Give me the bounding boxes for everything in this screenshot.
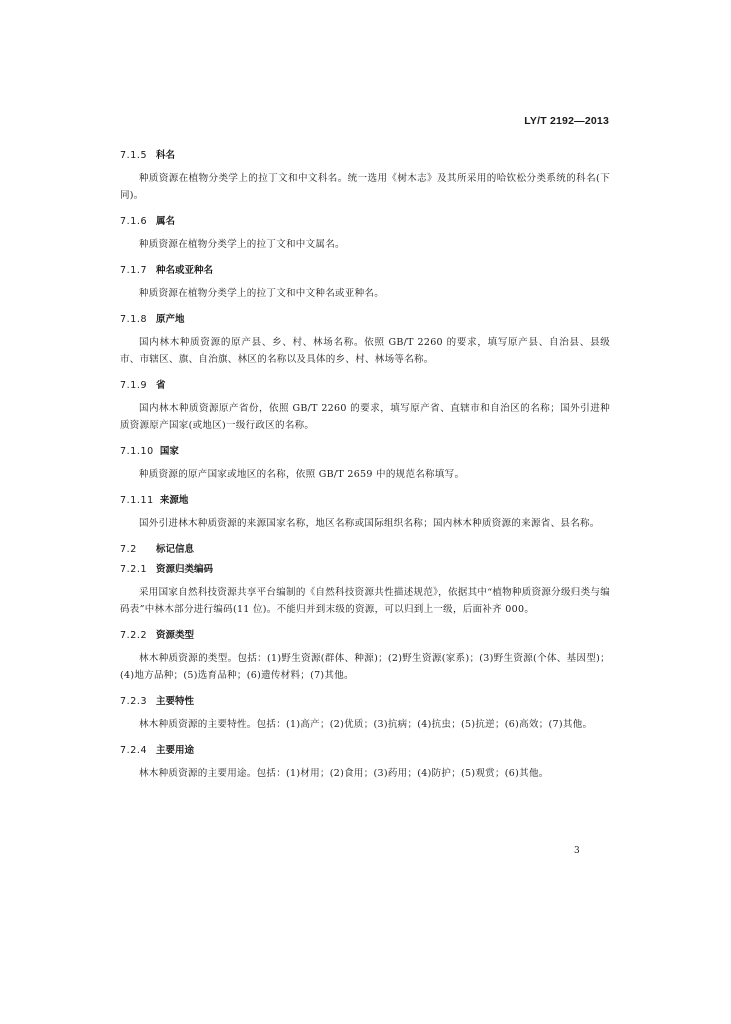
section-number: 7.1.7 [120,265,148,276]
section-paragraph: 国内林木种质资源原产省份，依照 GB/T 2260 的要求，填写原产省、直辖市和自治区的名称；国外引进种质资源原产国家(或地区)一级行政区的名称。 [120,403,610,431]
section-heading [120,442,610,462]
section-number: 7.2.4 [120,745,148,756]
section-number: 7.1.10 [120,446,154,457]
section-heading [120,310,610,330]
section-heading [120,261,610,281]
section-title: 资源归类编码 [156,564,214,575]
section-number: 7.2 [120,544,137,555]
page-number: 3 [574,846,580,856]
section-title: 主要特性 [156,696,195,707]
section-paragraph: 国内林木种质资源的原产县、乡、村、林场名称。依照 GB/T 2260 的要求，填写原产县、自治县、县级市、市辖区、旗、自治旗、林区的名称以及具体的乡、村、林场等名称。 [120,337,610,365]
section-paragraph: 种质资源在植物分类学上的拉丁文和中文属名。 [139,239,345,250]
section-heading [120,741,610,761]
standard-code: LY/T 2192—2013 [524,115,609,127]
section-title: 原产地 [156,314,185,325]
section-heading [120,692,610,712]
section-number: 7.2.3 [120,696,148,707]
section-heading [120,626,610,646]
section-number: 7.2.1 [120,564,148,575]
section-paragraph: 种质资源在植物分类学上的拉丁文和中文科名。统一选用《树木志》及其所采用的哈钦松分类系统的科名(下同)。 [120,173,610,201]
section-number: 7.1.11 [120,495,154,506]
section-paragraph: 种质资源在植物分类学上的拉丁文和中文种名或亚种名。 [139,288,385,299]
section-paragraph: 林木种质资源的主要特性。包括：(1)高产；(2)优质；(3)抗病；(4)抗虫；(5)抗逆；(6)高效；(7)其他。 [139,719,593,730]
section-paragraph: 林木种质资源的类型。包括：(1)野生资源(群体、种源)；(2)野生资源(家系)；(3)野生资源(个体、基因型)；(4)地方品种；(5)选育品种；(6)遗传材料；(7)其他。 [120,653,610,681]
document-body [120,146,610,790]
section-heading [120,540,610,560]
section-title: 国家 [159,446,179,457]
section-number: 7.1.5 [120,150,148,161]
section-heading [120,560,610,580]
section-number: 7.1.6 [120,216,148,227]
section-number: 7.1.8 [120,314,148,325]
section-number: 7.2.2 [120,630,148,641]
section-title: 科名 [156,150,176,161]
section-heading [120,146,610,166]
section-heading [120,491,610,511]
section-title: 主要用途 [156,745,195,756]
section-paragraph: 林木种质资源的主要用途。包括：(1)材用；(2)食用；(3)药用；(4)防护；(5)观赏；(6)其他。 [139,768,549,779]
section-title: 属名 [156,216,176,227]
section-title: 资源类型 [156,630,195,641]
section-paragraph: 采用国家自然科技资源共享平台编制的《自然科技资源共性描述规范》，依据其中“植物种质资源分级归类与编码表”中林木部分进行编码(11 位)。不能归并到末级的资源，可以归到上一级，后面补齐 000。 [120,587,610,615]
section-title: 来源地 [159,495,189,506]
section-paragraph: 种质资源的原产国家或地区的名称，依照 GB/T 2659 中的规范名称填写。 [139,469,465,480]
section-paragraph: 国外引进林木种质资源的来源国家名称，地区名称或国际组织名称；国内林木种质资源的来源省、县名称。 [139,518,600,529]
section-title: 种名或亚种名 [156,265,214,276]
section-heading [120,212,610,232]
section-number: 7.1.9 [120,380,148,391]
section-heading [120,376,610,396]
section-title: 省 [156,380,166,391]
section-title: 标记信息 [156,544,195,555]
